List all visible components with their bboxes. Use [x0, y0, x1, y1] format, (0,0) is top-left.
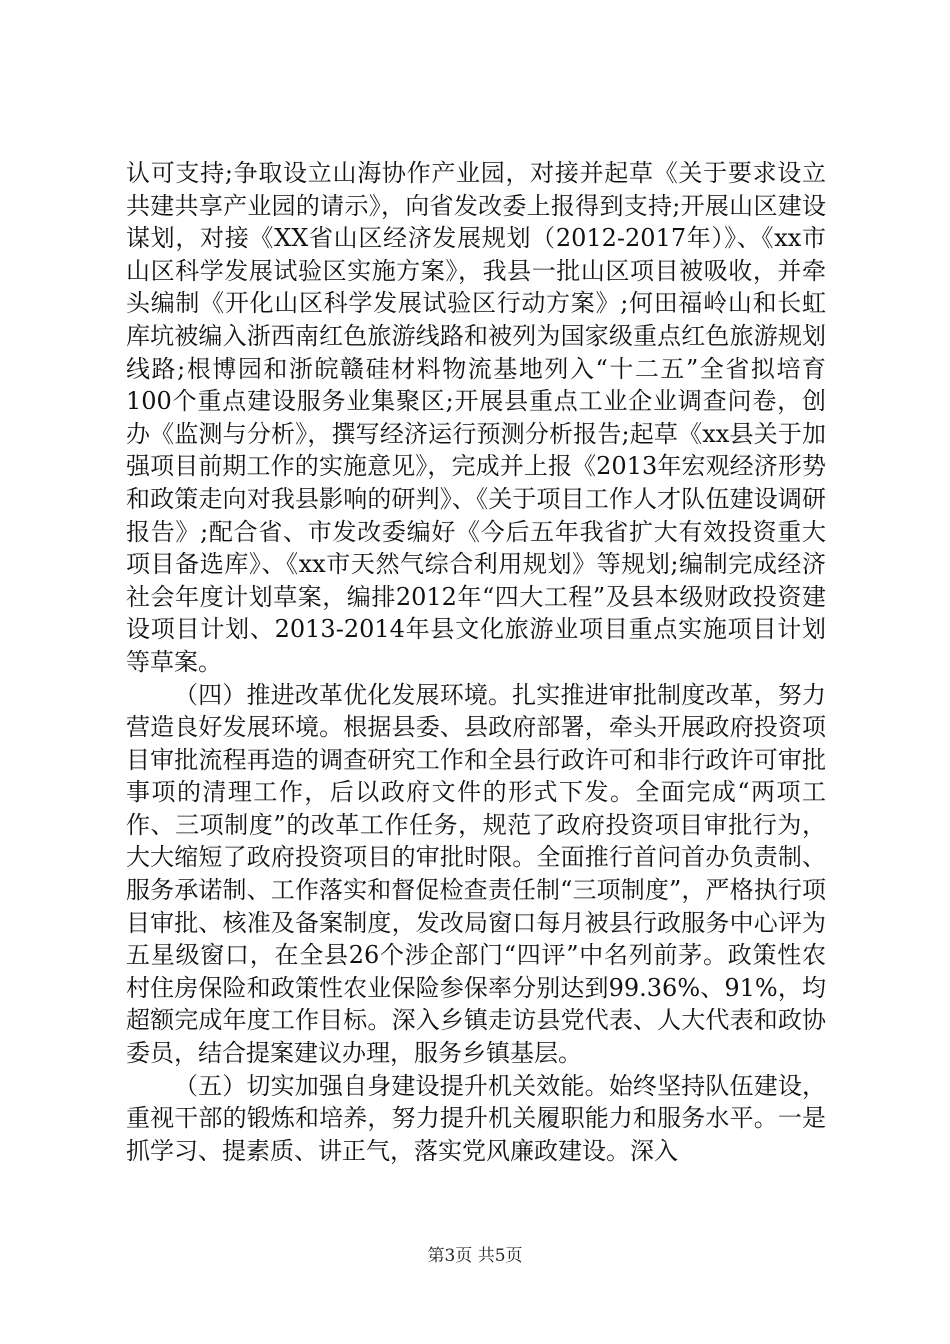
page-footer [0, 1241, 950, 1266]
paragraph-3: （五）切实加强自身建设提升机关效能。始终坚持队伍建设，重视干部的锻炼和培养，努力提升机关履职能力和服务水平。一是抓学习、提素质、讲正气，落实党风廉政建设。深入 [126, 1071, 826, 1165]
paragraph-1: 认可支持;争取设立山海协作产业园，对接并起草《关于要求设立共建共享产业园的请示》，向省发改委上报得到支持;开展山区建设谋划，对接《XX省山区经济发展规划（2012-2017年）》、《xx市山区科学发展试验区实施方案》，我县一批山区项目被吸收，并牵头编制《开化山区科学发展试验区行动方案》;何田福岭山和长虹库坑被编入浙西南红色旅游线路和被列为国家级重点红色旅游规划线路;根博园和浙皖赣硅材料物流基地列入“十二五”全省拟培育100个重点建设服务业集聚区;开展县重点工业企业调查问卷，创办《监测与分析》，撰写经济运行预测分析报告;起草《xx县关于加强项目前期工作的实施意见》，完成并上报《2013年宏观经济形势和政策走向对我县影响的研判》、《关于项目工作人才队伍建设调研报告》;配合省、市发改委编好《今后五年我省扩大有效投资重大项目备选库》、《xx市天然气综合利用规划》等规划;编制完成经济社会年度计划草案，编排2012年“四大工程”及县本级财政投资建设项目计划、2013-2014年县文化旅游业项目重点实施项目计划等草案。 [126, 159, 826, 676]
body-text [126, 157, 826, 1167]
page-number-label: 第3页 共5页 [427, 1246, 523, 1266]
paragraph-2: （四）推进改革优化发展环境。扎实推进审批制度改革，努力营造良好发展环境。根据县委、县政府部署，牵头开展政府投资项目审批流程再造的调查研究工作和全县行政许可和非行政许可审批事项的清理工作，后以政府文件的形式下发。全面完成“两项工作、三项制度”的改革工作任务，规范了政府投资项目审批行为，大大缩短了政府投资项目的审批时限。全面推行首问首办负责制、服务承诺制、工作落实和督促检查责任制“三项制度”，严格执行项目审批、核准及备案制度，发改局窗口每月被县行政服务中心评为五星级窗口，在全县26个涉企部门“四评”中名列前茅。政策性农村住房保险和政策性农业保险参保率分别达到99.36%、91%，均超额完成年度工作目标。深入乡镇走访县党代表、人大代表和政协委员，结合提案建议办理，服务乡镇基层。 [126, 680, 826, 1068]
